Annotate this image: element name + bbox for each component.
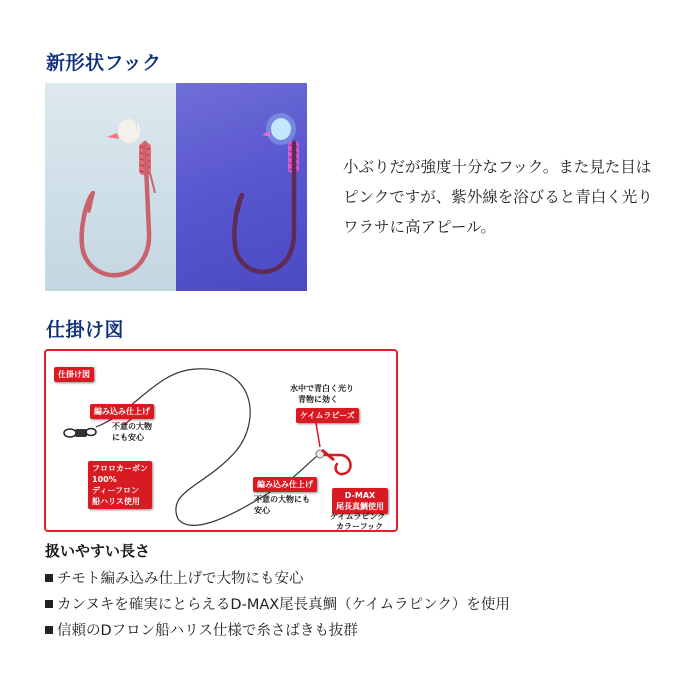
hook-normal-illustration — [45, 83, 176, 291]
uv-note-2: 青物に効く — [298, 395, 338, 404]
top-braid-note-2: にも安心 — [112, 433, 144, 442]
line-material-tag-line-3: ディーフロン — [92, 486, 139, 495]
bottom-braid-note-2: 安心 — [254, 506, 270, 515]
line-material-tag-line-1: フロロカーボン — [92, 464, 148, 473]
feature-item — [45, 566, 510, 592]
top-braid-note-1: 不意の大物 — [112, 422, 152, 431]
square-bullet-icon — [45, 574, 53, 582]
section-title-rig-diagram: 仕掛け図 — [46, 319, 125, 341]
top-braid-tag: 編み込み仕上げ — [90, 404, 154, 419]
square-bullet-icon — [45, 626, 53, 634]
bottom-braid-note-1: 不意の大物にも — [254, 495, 310, 504]
feature-text: 信頼のDフロン船ハリス仕様で糸さばきも抜群 — [57, 623, 358, 639]
hook-model-tag-line-1: D-MAX — [344, 491, 376, 500]
hook-photo-normal — [45, 83, 176, 291]
features-heading: 扱いやすい長さ — [45, 542, 151, 560]
rig-diagram — [44, 349, 398, 532]
hook-color-note-1: ケイムラピンク — [330, 512, 386, 521]
line-material-tag-line-4: 船ハリス使用 — [92, 497, 140, 506]
line-material-tag-line-2: 100% — [92, 475, 117, 484]
hook-color-note-2: カラーフック — [336, 522, 384, 531]
hook-photo-uv — [176, 83, 307, 291]
feature-item — [45, 592, 510, 618]
hook-uv-illustration — [176, 83, 307, 291]
beads-tag: ケイムラビーズ — [296, 408, 359, 423]
hook-description: 小ぶりだが強度十分なフック。また見た目はピンクですが、紫外線を浴びると青白く光りワラサに高アピール。 — [343, 158, 653, 236]
section-title-new-hook: 新形状フック — [46, 52, 162, 74]
hook-icon — [322, 450, 351, 474]
feature-text: カンヌキを確実にとらえるD-MAX尾長真鯛（ケイムラピンク）を使用 — [57, 597, 510, 613]
diagram-corner-tag: 仕掛け図 — [54, 367, 94, 382]
uv-note-1: 水中で青白く光り — [290, 384, 354, 393]
features-list — [45, 566, 510, 644]
hook-model-tag-line-2: 尾長真鯛使用 — [336, 502, 384, 511]
feature-text: チモト編み込み仕上げで大物にも安心 — [57, 571, 304, 587]
bottom-braid-tag: 編み込み仕上げ — [253, 477, 317, 492]
line-material-tag — [88, 461, 152, 509]
feature-item — [45, 618, 510, 644]
square-bullet-icon — [45, 600, 53, 608]
swivel-icon — [64, 429, 96, 438]
